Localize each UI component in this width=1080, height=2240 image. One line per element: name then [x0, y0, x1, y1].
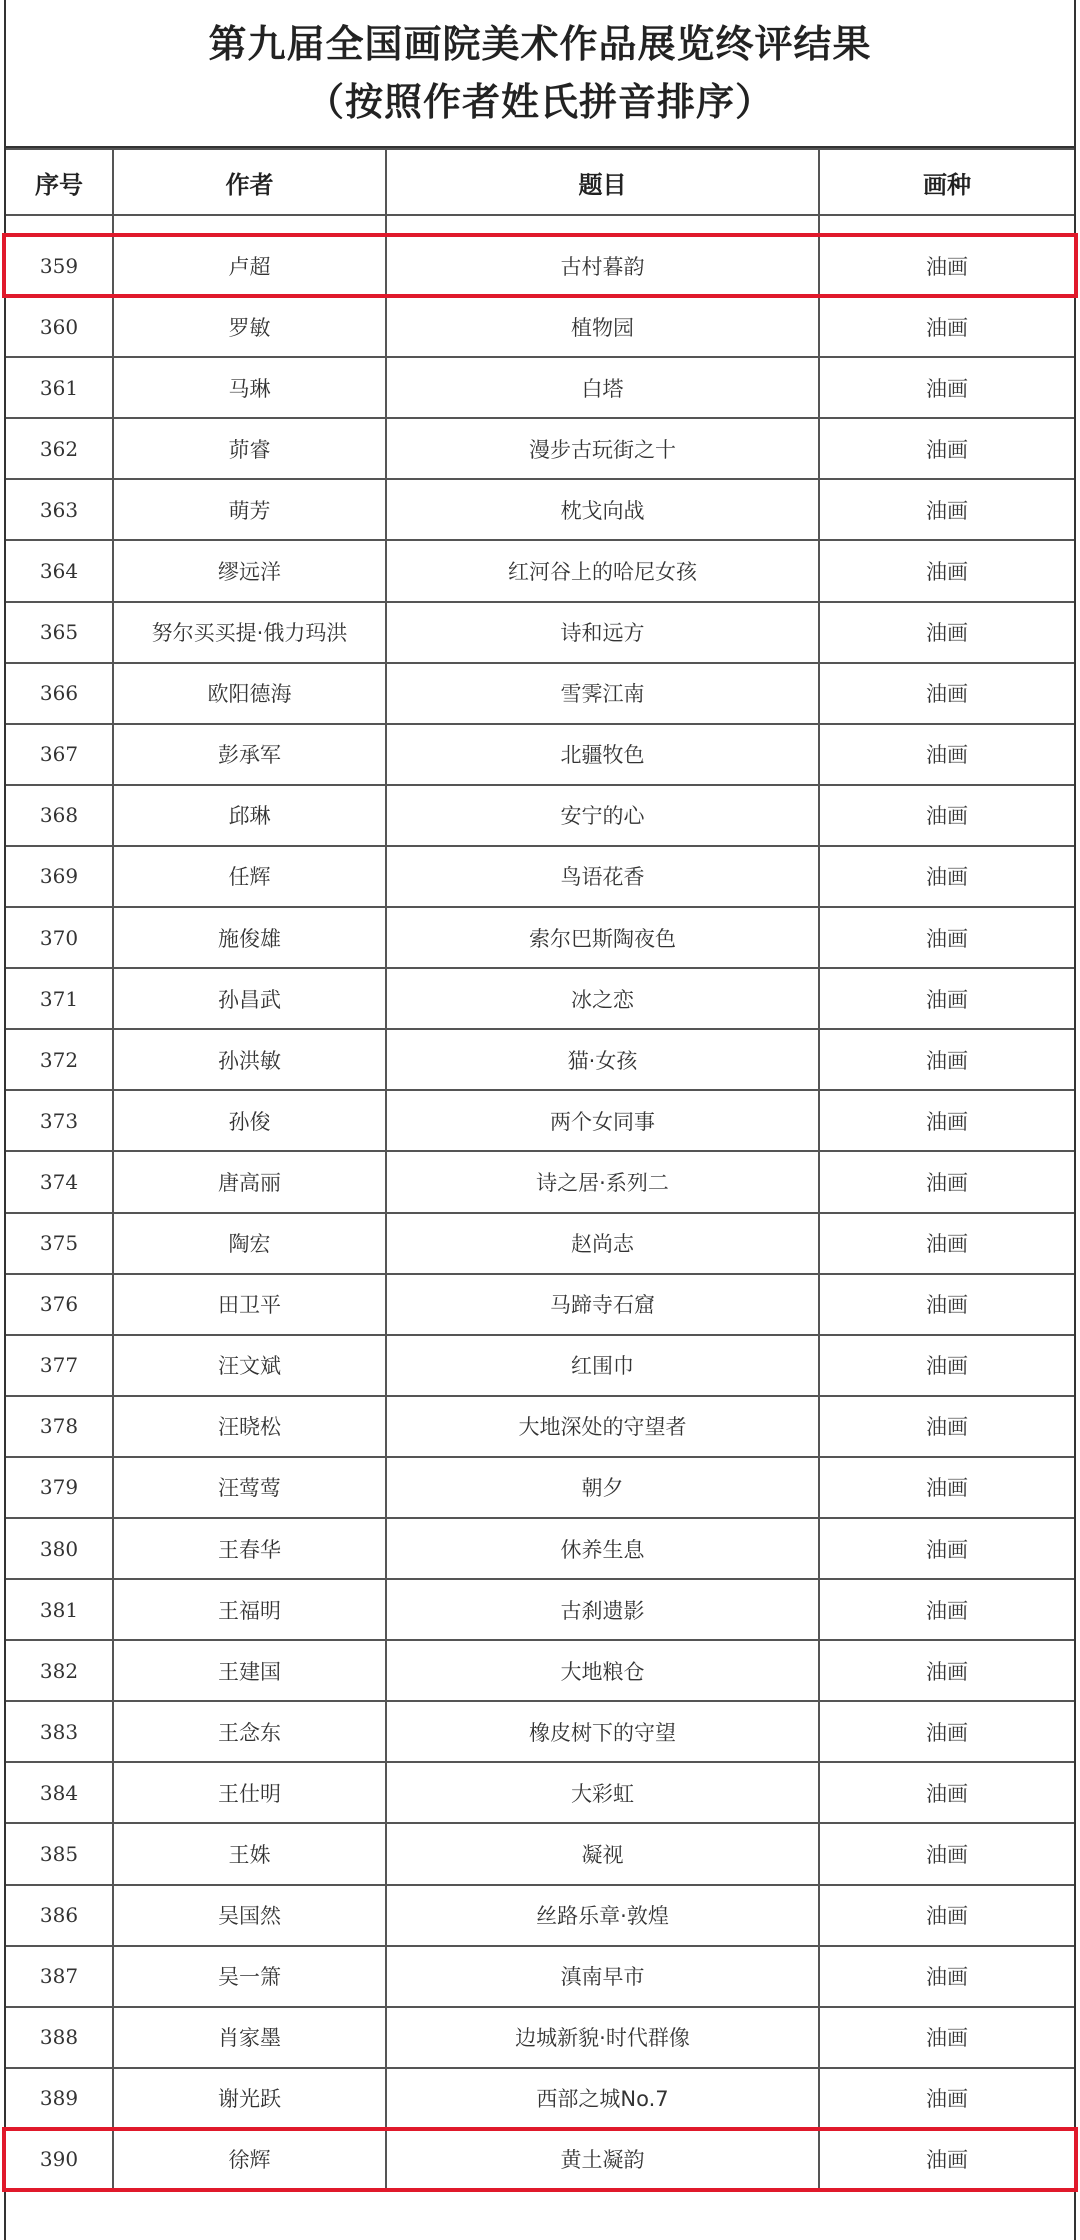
cell-author: 肖家墨: [113, 2007, 386, 2068]
cell-title: 雪霁江南: [386, 663, 819, 724]
table-row: [6, 1946, 1074, 2007]
cell-serial-number: 383: [6, 1701, 113, 1762]
cell-title: 北疆牧色: [386, 724, 819, 785]
cell-medium: 油画: [819, 2129, 1074, 2190]
cell-title: 植物园: [386, 296, 819, 357]
cell-author: 王仕明: [113, 1762, 386, 1823]
cell-medium: 油画: [819, 1823, 1074, 1884]
cell-serial-number: 359: [6, 235, 113, 296]
table-row: [6, 1457, 1074, 1518]
table-row: [6, 663, 1074, 724]
cell-serial-number: 390: [6, 2129, 113, 2190]
cell-serial-number: 382: [6, 1640, 113, 1701]
cell-author: 陶宏: [113, 1213, 386, 1274]
spacer-cell: [386, 215, 819, 235]
cell-title: 猫·女孩: [386, 1029, 819, 1090]
cell-title: 赵尚志: [386, 1213, 819, 1274]
cell-author: 吴一箫: [113, 1946, 386, 2007]
cell-medium: 油画: [819, 907, 1074, 968]
cell-medium: 油画: [819, 2007, 1074, 2068]
table-row: [6, 968, 1074, 1029]
cell-author: 茆睿: [113, 418, 386, 479]
cell-title: 边城新貌·时代群像: [386, 2007, 819, 2068]
cell-author: 欧阳德海: [113, 663, 386, 724]
cell-title: 大地深处的守望者: [386, 1396, 819, 1457]
cell-medium: 油画: [819, 1213, 1074, 1274]
table-row: [6, 1823, 1074, 1884]
cell-title: 滇南早市: [386, 1946, 819, 2007]
cell-author: 努尔买买提·俄力玛洪: [113, 602, 386, 663]
cell-serial-number: 374: [6, 1151, 113, 1212]
table-row: [6, 1335, 1074, 1396]
cell-title: 索尔巴斯陶夜色: [386, 907, 819, 968]
table-row: [6, 1762, 1074, 1823]
cell-serial-number: 389: [6, 2068, 113, 2129]
header-author: 作者: [113, 149, 386, 215]
cell-serial-number: 381: [6, 1579, 113, 1640]
cell-serial-number: 386: [6, 1885, 113, 1946]
cell-author: 施俊雄: [113, 907, 386, 968]
table-row: [6, 602, 1074, 663]
table-row: [6, 2068, 1074, 2129]
cell-author: 孙洪敏: [113, 1029, 386, 1090]
cell-title: 朝夕: [386, 1457, 819, 1518]
table-row: [6, 1701, 1074, 1762]
cell-author: 邱琳: [113, 785, 386, 846]
table-header-row: [6, 149, 1074, 215]
cell-title: 两个女同事: [386, 1090, 819, 1151]
cell-serial-number: 385: [6, 1823, 113, 1884]
cell-author: 马琳: [113, 357, 386, 418]
cell-author: 彭承军: [113, 724, 386, 785]
table-row: [6, 1213, 1074, 1274]
cell-serial-number: 363: [6, 479, 113, 540]
table-row: [6, 907, 1074, 968]
cell-title: 红围巾: [386, 1335, 819, 1396]
cell-serial-number: 370: [6, 907, 113, 968]
cell-serial-number: 380: [6, 1518, 113, 1579]
cell-medium: 油画: [819, 2068, 1074, 2129]
cell-author: 孙昌武: [113, 968, 386, 1029]
header-title: 题目: [386, 149, 819, 215]
table-row: [6, 1151, 1074, 1212]
cell-author: 唐高丽: [113, 1151, 386, 1212]
cell-medium: 油画: [819, 846, 1074, 907]
cell-medium: 油画: [819, 1946, 1074, 2007]
cell-title: 冰之恋: [386, 968, 819, 1029]
cell-title: 漫步古玩街之十: [386, 418, 819, 479]
cell-serial-number: 376: [6, 1274, 113, 1335]
cell-title: 白塔: [386, 357, 819, 418]
cell-medium: 油画: [819, 968, 1074, 1029]
cell-medium: 油画: [819, 479, 1074, 540]
cell-medium: 油画: [819, 1029, 1074, 1090]
cell-serial-number: 377: [6, 1335, 113, 1396]
table-row: [6, 2129, 1074, 2190]
cell-title: 休养生息: [386, 1518, 819, 1579]
cell-author: 孙俊: [113, 1090, 386, 1151]
cell-author: 缪远洋: [113, 540, 386, 601]
table-row: [6, 785, 1074, 846]
cell-serial-number: 369: [6, 846, 113, 907]
cell-medium: 油画: [819, 357, 1074, 418]
cell-title: 大地粮仓: [386, 1640, 819, 1701]
table-row: [6, 479, 1074, 540]
cell-medium: 油画: [819, 1640, 1074, 1701]
spacer-cell: [819, 215, 1074, 235]
table-row: [6, 1274, 1074, 1335]
cell-medium: 油画: [819, 1701, 1074, 1762]
table-row: [6, 1885, 1074, 1946]
cell-serial-number: 368: [6, 785, 113, 846]
table-row: [6, 1396, 1074, 1457]
table-row: [6, 1640, 1074, 1701]
cell-serial-number: 362: [6, 418, 113, 479]
header-serial-number: 序号: [6, 149, 113, 215]
page-title: 第九届全国画院美术作品展览终评结果: [208, 22, 872, 66]
cell-medium: 油画: [819, 540, 1074, 601]
cell-medium: 油画: [819, 1457, 1074, 1518]
spacer-cell: [6, 215, 113, 235]
cell-title: 古刹遗影: [386, 1579, 819, 1640]
cell-author: 王念东: [113, 1701, 386, 1762]
cell-medium: 油画: [819, 663, 1074, 724]
table-row: [6, 357, 1074, 418]
table-row: [6, 418, 1074, 479]
cell-serial-number: 384: [6, 1762, 113, 1823]
table-row: [6, 296, 1074, 357]
cell-serial-number: 372: [6, 1029, 113, 1090]
cell-medium: 油画: [819, 1335, 1074, 1396]
cell-serial-number: 361: [6, 357, 113, 418]
cell-medium: 油画: [819, 1396, 1074, 1457]
title-block: [6, 0, 1074, 148]
cell-author: 吴国然: [113, 1885, 386, 1946]
cell-author: 任辉: [113, 846, 386, 907]
cell-author: 田卫平: [113, 1274, 386, 1335]
spacer-cell: [113, 215, 386, 235]
cell-title: 大彩虹: [386, 1762, 819, 1823]
cell-medium: 油画: [819, 1274, 1074, 1335]
cell-author: 卢超: [113, 235, 386, 296]
cell-title: 古村暮韵: [386, 235, 819, 296]
cell-serial-number: 365: [6, 602, 113, 663]
cell-medium: 油画: [819, 1762, 1074, 1823]
cell-title: 鸟语花香: [386, 846, 819, 907]
cell-author: 汪晓松: [113, 1396, 386, 1457]
cell-medium: 油画: [819, 1090, 1074, 1151]
cell-medium: 油画: [819, 602, 1074, 663]
cell-medium: 油画: [819, 1579, 1074, 1640]
cell-medium: 油画: [819, 1151, 1074, 1212]
cell-serial-number: 375: [6, 1213, 113, 1274]
table-row: [6, 724, 1074, 785]
cell-author: 王建国: [113, 1640, 386, 1701]
cell-title: 诗和远方: [386, 602, 819, 663]
table-row: [6, 1090, 1074, 1151]
table-row: [6, 540, 1074, 601]
cell-author: 汪文斌: [113, 1335, 386, 1396]
table-row: [6, 235, 1074, 296]
cell-title: 枕戈向战: [386, 479, 819, 540]
cell-author: 王姝: [113, 1823, 386, 1884]
table-spacer-row: [6, 215, 1074, 235]
cell-serial-number: 378: [6, 1396, 113, 1457]
table-row: [6, 2007, 1074, 2068]
results-sheet: [4, 0, 1076, 2240]
cell-title: 诗之居·系列二: [386, 1151, 819, 1212]
results-table: [6, 148, 1074, 2191]
cell-serial-number: 367: [6, 724, 113, 785]
cell-title: 西部之城No.7: [386, 2068, 819, 2129]
cell-title: 丝路乐章·敦煌: [386, 1885, 819, 1946]
cell-serial-number: 388: [6, 2007, 113, 2068]
cell-author: 萌芳: [113, 479, 386, 540]
cell-author: 徐辉: [113, 2129, 386, 2190]
cell-author: 王春华: [113, 1518, 386, 1579]
cell-title: 红河谷上的哈尼女孩: [386, 540, 819, 601]
table-row: [6, 1518, 1074, 1579]
cell-title: 黄土凝韵: [386, 2129, 819, 2190]
cell-medium: 油画: [819, 1518, 1074, 1579]
cell-serial-number: 366: [6, 663, 113, 724]
cell-title: 安宁的心: [386, 785, 819, 846]
cell-serial-number: 360: [6, 296, 113, 357]
header-medium: 画种: [819, 149, 1074, 215]
cell-serial-number: 387: [6, 1946, 113, 2007]
cell-medium: 油画: [819, 296, 1074, 357]
cell-serial-number: 371: [6, 968, 113, 1029]
page-subtitle: （按照作者姓氏拼音排序）: [305, 80, 774, 124]
cell-medium: 油画: [819, 724, 1074, 785]
cell-author: 谢光跃: [113, 2068, 386, 2129]
cell-author: 王福明: [113, 1579, 386, 1640]
cell-title: 马蹄寺石窟: [386, 1274, 819, 1335]
cell-medium: 油画: [819, 1885, 1074, 1946]
cell-medium: 油画: [819, 785, 1074, 846]
cell-serial-number: 364: [6, 540, 113, 601]
cell-title: 橡皮树下的守望: [386, 1701, 819, 1762]
cell-serial-number: 379: [6, 1457, 113, 1518]
cell-serial-number: 373: [6, 1090, 113, 1151]
table-row: [6, 1579, 1074, 1640]
cell-title: 凝视: [386, 1823, 819, 1884]
table-row: [6, 1029, 1074, 1090]
cell-author: 罗敏: [113, 296, 386, 357]
table-row: [6, 846, 1074, 907]
cell-medium: 油画: [819, 235, 1074, 296]
cell-author: 汪莺莺: [113, 1457, 386, 1518]
cell-medium: 油画: [819, 418, 1074, 479]
